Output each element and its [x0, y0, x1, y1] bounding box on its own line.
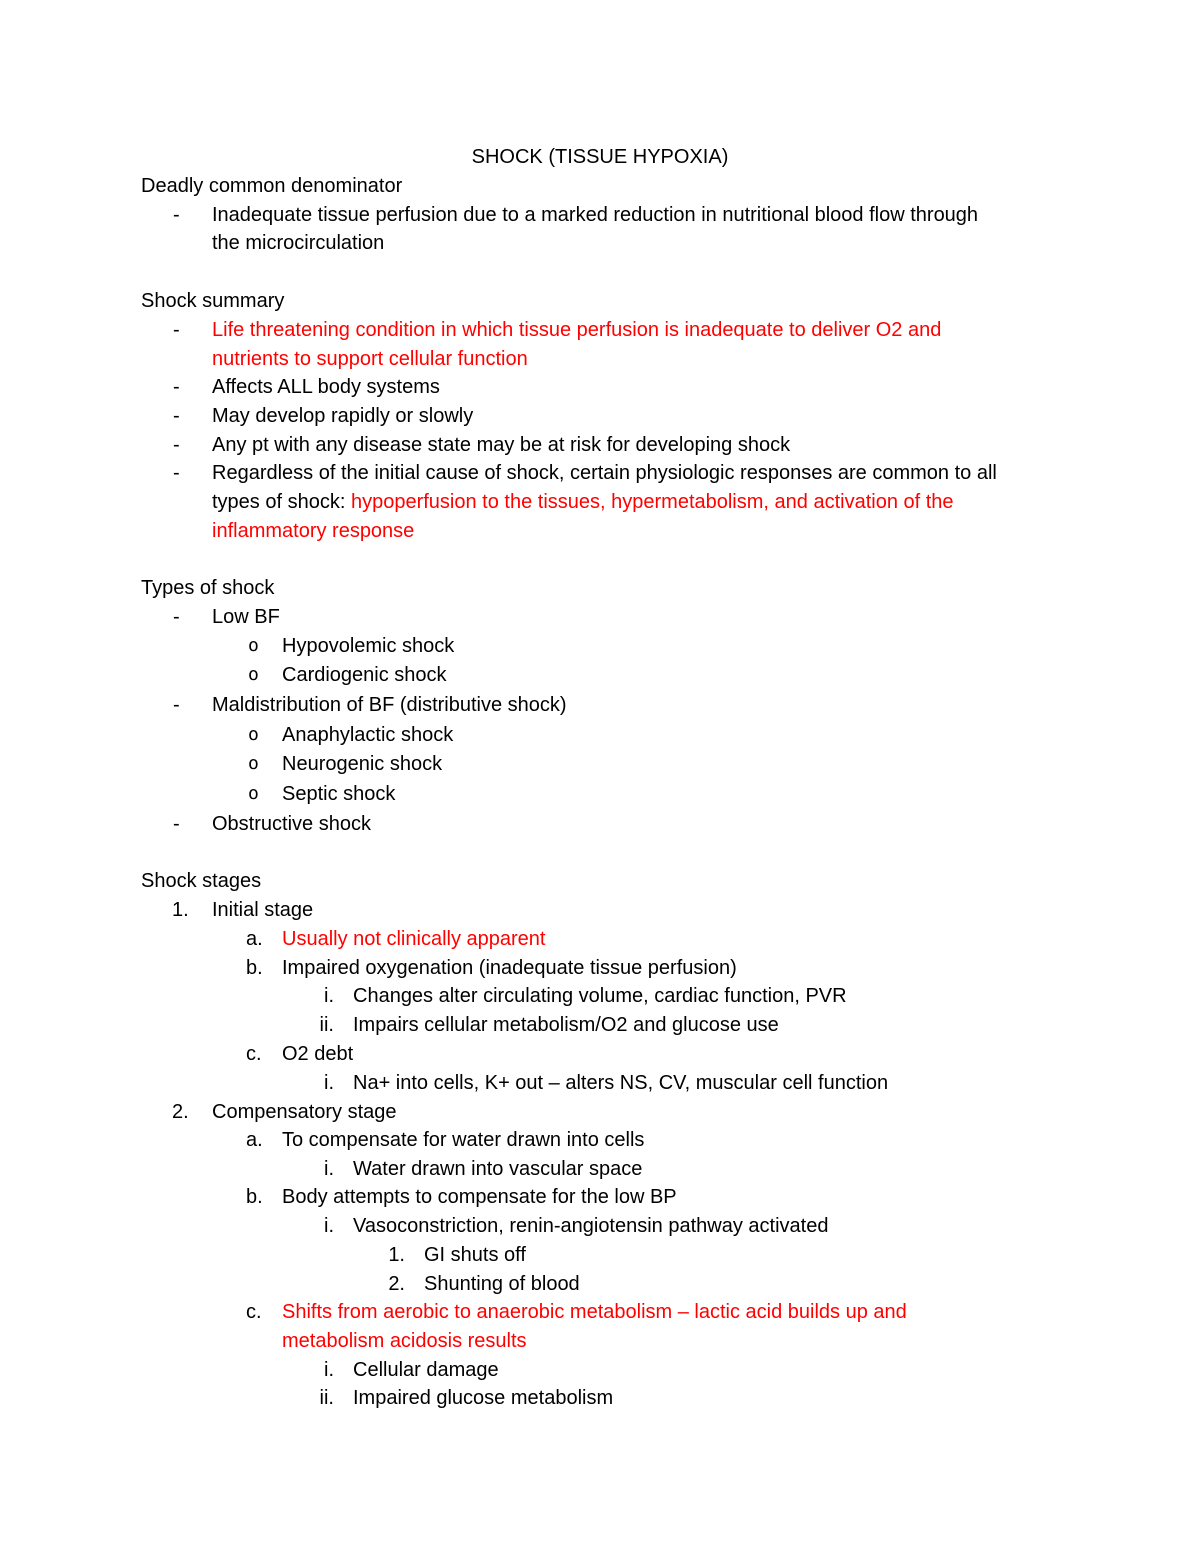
- stage-number: 2.: [172, 1101, 189, 1123]
- list-item-highlight: hypoperfusion to the tissues, hypermetabolism, and activation of the: [350, 491, 954, 513]
- item-roman: i.: [324, 1359, 334, 1381]
- dash-marker: -: [173, 405, 180, 427]
- section-heading-stages: Shock stages: [141, 870, 262, 892]
- list-item: Low BF: [212, 606, 280, 628]
- section-heading-summary: Shock summary: [141, 290, 285, 312]
- list-item: Maldistribution of BF (distributive shock): [212, 694, 567, 716]
- item-roman: i.: [324, 1072, 334, 1094]
- list-item: Water drawn into vascular space: [353, 1158, 643, 1180]
- list-item-highlight: Usually not clinically apparent: [282, 928, 546, 950]
- dash-marker: -: [173, 376, 180, 398]
- list-item-text: types of shock:: [212, 491, 351, 513]
- item-roman: i.: [324, 1158, 334, 1180]
- item-roman: i.: [324, 1215, 334, 1237]
- sub-list-item: Septic shock: [282, 783, 396, 805]
- list-item: Changes alter circulating volume, cardiac function, PVR: [353, 985, 847, 1007]
- item-number: 1.: [388, 1244, 405, 1266]
- document-title: SHOCK (TISSUE HYPOXIA): [471, 146, 729, 168]
- list-item: Impaired oxygenation (inadequate tissue perfusion): [282, 957, 737, 979]
- dash-marker: -: [173, 319, 180, 341]
- dash-marker: -: [173, 462, 180, 484]
- list-item: Na+ into cells, K+ out – alters NS, CV, muscular cell function: [353, 1072, 889, 1094]
- list-item: May develop rapidly or slowly: [212, 405, 474, 427]
- dash-marker: -: [173, 694, 180, 716]
- list-item-continuation: the microcirculation: [212, 232, 385, 254]
- item-letter: c.: [246, 1043, 262, 1065]
- list-item: Any pt with any disease state may be at risk for developing shock: [212, 434, 791, 456]
- item-number: 2.: [388, 1273, 405, 1295]
- list-item-highlight: Shifts from aerobic to anaerobic metabolism – lactic acid builds up and: [282, 1301, 907, 1323]
- list-item: Cellular damage: [353, 1359, 499, 1381]
- bullet-marker: o: [248, 753, 259, 774]
- bullet-marker: o: [248, 635, 259, 656]
- item-letter: b.: [246, 957, 263, 979]
- list-item: Regardless of the initial cause of shock, certain physiologic responses are common to all: [212, 462, 997, 484]
- list-item-continuation: [212, 488, 954, 516]
- list-item-continuation: inflammatory response: [212, 520, 415, 542]
- list-item: Affects ALL body systems: [212, 376, 440, 398]
- list-item: To compensate for water drawn into cells: [282, 1129, 645, 1151]
- item-letter: b.: [246, 1186, 263, 1208]
- dash-marker: -: [173, 813, 180, 835]
- section-heading-denominator: Deadly common denominator: [141, 175, 403, 197]
- list-item: Impaired glucose metabolism: [353, 1387, 614, 1409]
- item-letter: a.: [246, 1129, 263, 1151]
- dash-marker: -: [173, 434, 180, 456]
- sub-list-item: Hypovolemic shock: [282, 635, 455, 657]
- bullet-marker: o: [248, 783, 259, 804]
- bullet-marker: o: [248, 664, 259, 685]
- item-letter: c.: [246, 1301, 262, 1323]
- list-item: Impairs cellular metabolism/O2 and glucose use: [353, 1014, 779, 1036]
- list-item-continuation: nutrients to support cellular function: [212, 348, 528, 370]
- list-item: Vasoconstriction, renin-angiotensin pathway activated: [353, 1215, 829, 1237]
- bullet-marker: o: [248, 724, 259, 745]
- dash-marker: -: [173, 606, 180, 628]
- sub-list-item: Anaphylactic shock: [282, 724, 454, 746]
- list-item-continuation: metabolism acidosis results: [282, 1330, 527, 1352]
- item-letter: a.: [246, 928, 263, 950]
- list-item: Obstructive shock: [212, 813, 371, 835]
- item-roman: ii.: [319, 1387, 334, 1409]
- list-item: GI shuts off: [424, 1244, 526, 1266]
- stage-number: 1.: [172, 899, 189, 921]
- section-heading-types: Types of shock: [141, 577, 275, 599]
- list-item: Inadequate tissue perfusion due to a marked reduction in nutritional blood flow through: [212, 204, 979, 226]
- dash-marker: -: [173, 204, 180, 226]
- sub-list-item: Cardiogenic shock: [282, 664, 447, 686]
- list-item: O2 debt: [282, 1043, 354, 1065]
- stage-label: Compensatory stage: [212, 1101, 397, 1123]
- list-item: Body attempts to compensate for the low BP: [282, 1186, 677, 1208]
- list-item-highlight: Life threatening condition in which tissue perfusion is inadequate to deliver O2 and: [212, 319, 942, 341]
- list-item: Shunting of blood: [424, 1273, 580, 1295]
- item-roman: ii.: [319, 1014, 334, 1036]
- item-roman: i.: [324, 985, 334, 1007]
- stage-label: Initial stage: [212, 899, 314, 921]
- sub-list-item: Neurogenic shock: [282, 753, 443, 775]
